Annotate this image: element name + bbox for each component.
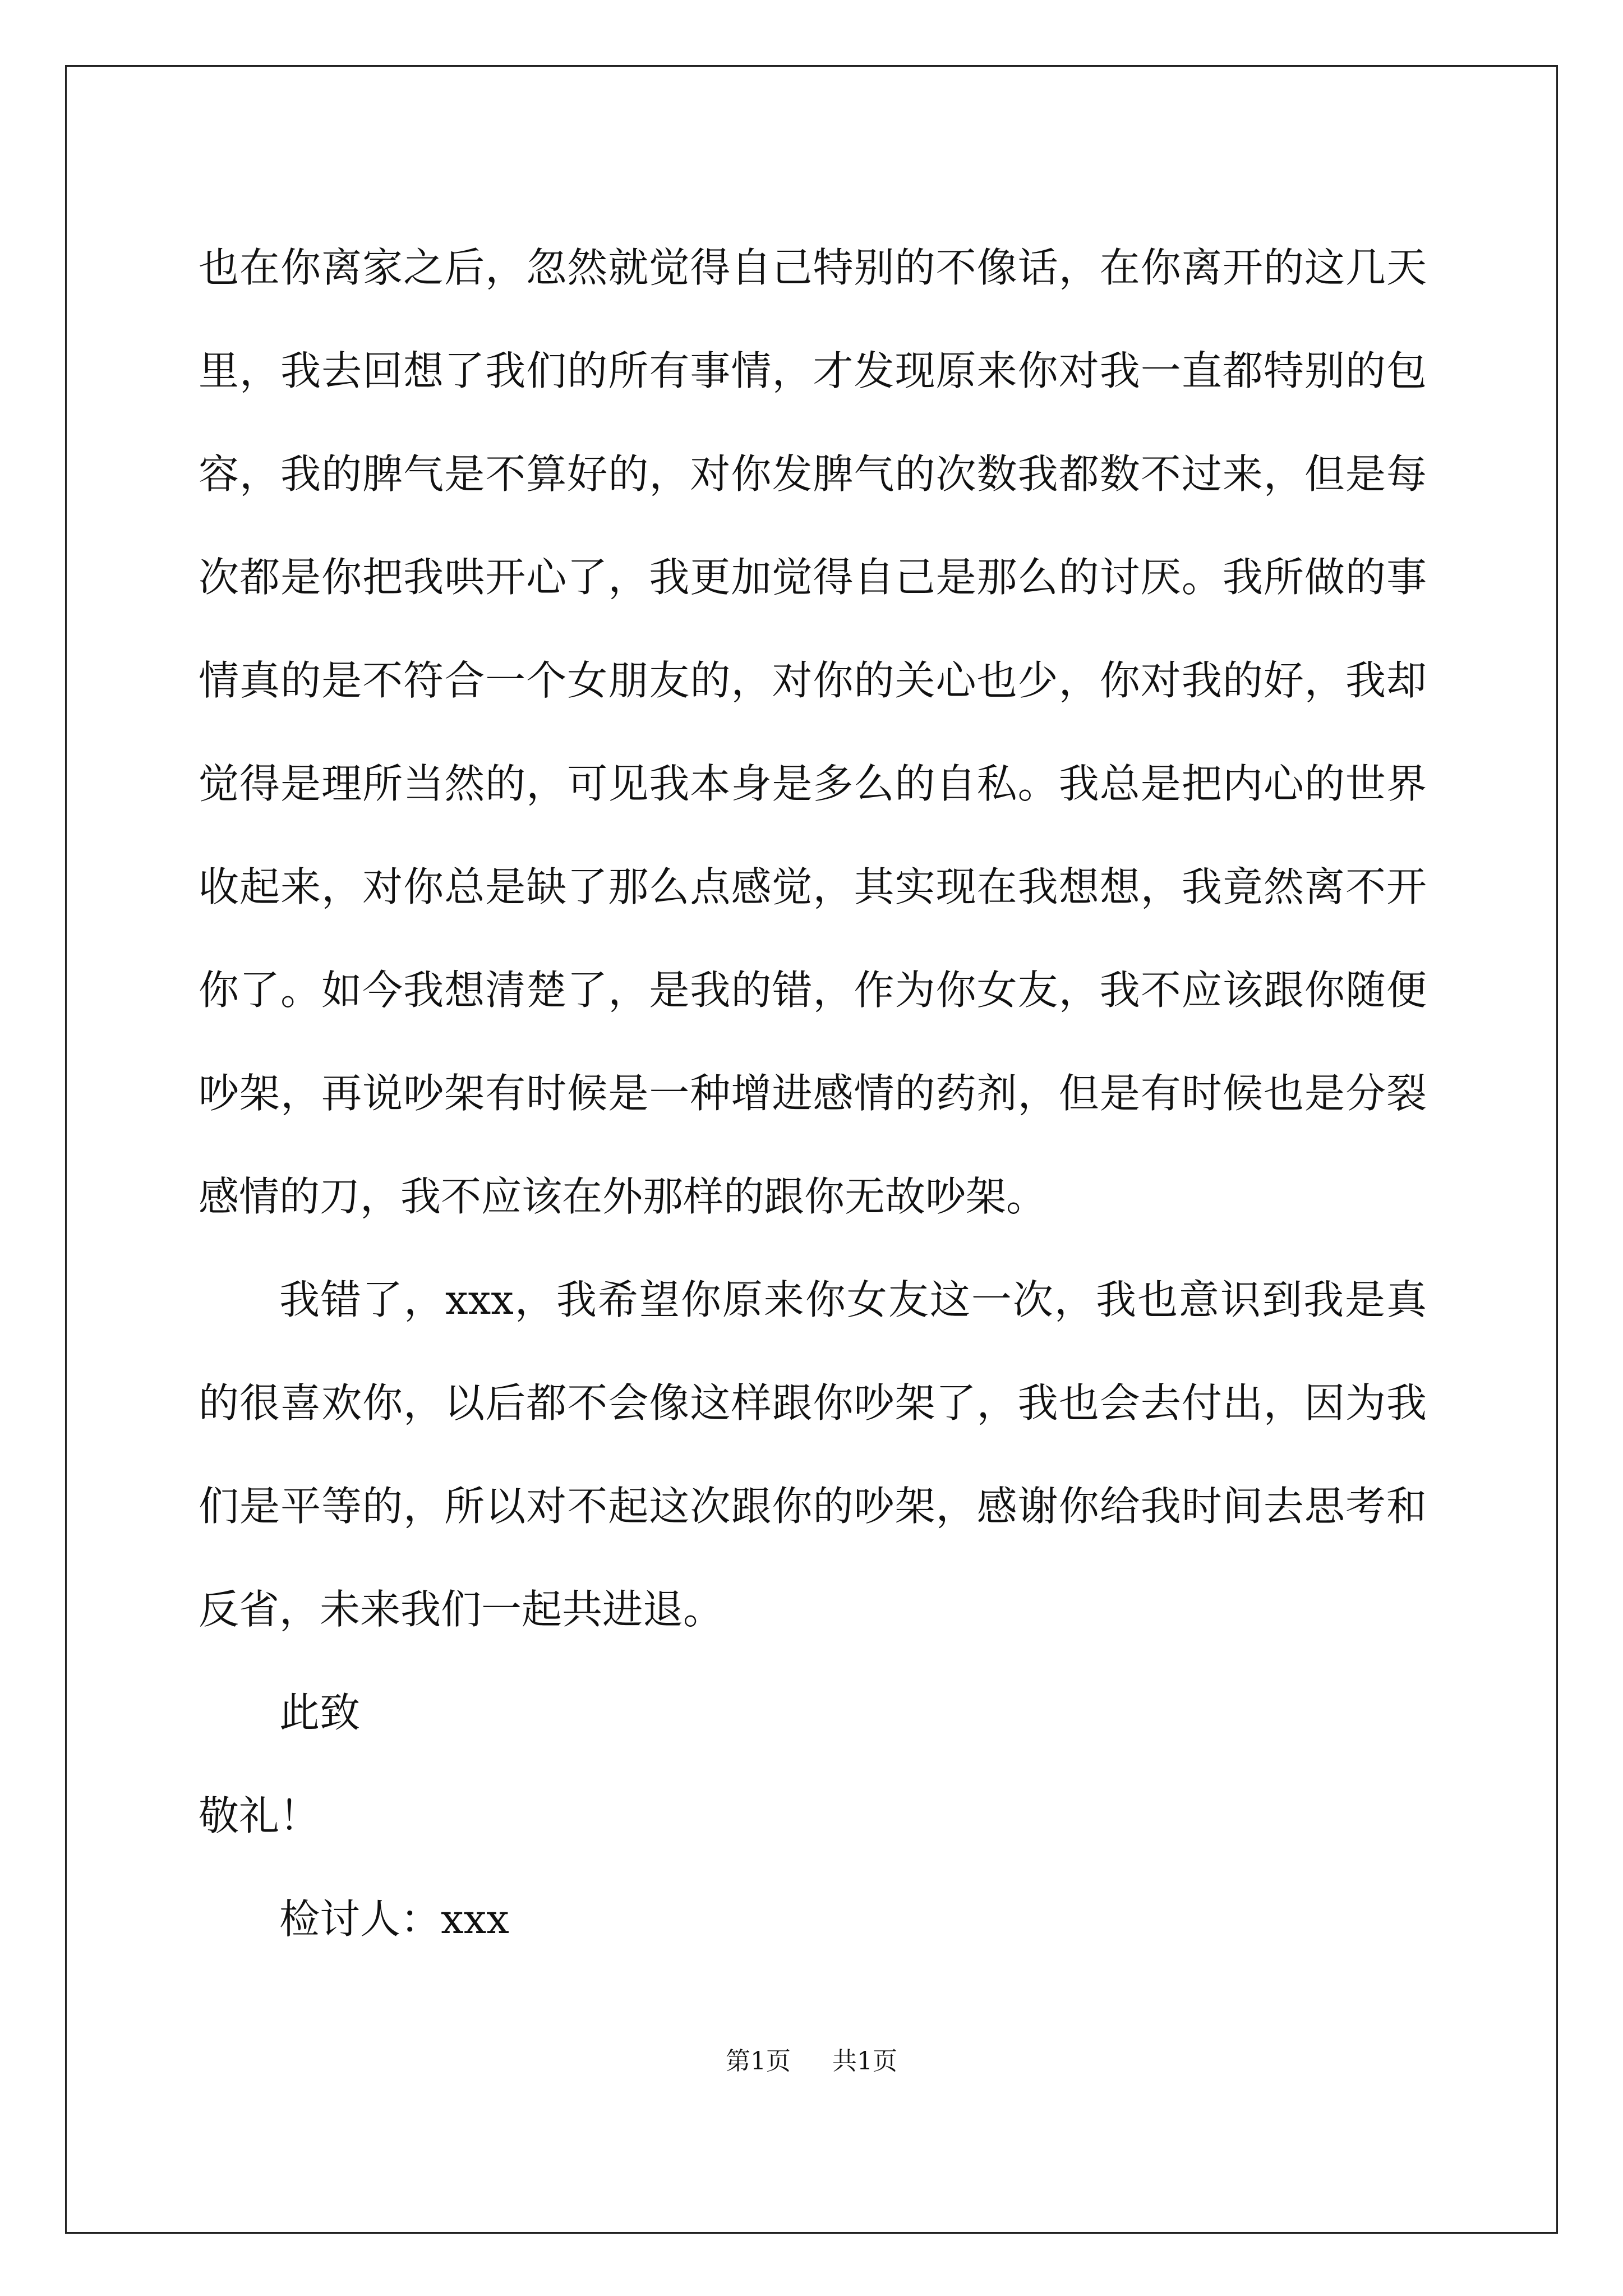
closing-salutation: 此致 <box>279 1689 361 1736</box>
signature-line: 检讨人：xxx <box>279 1895 509 1943</box>
paragraph-1: 也在你离家之后，忽然就觉得自己特别的不像话，在你离开的这几天里，我去回想了我们的所有事情，才发现原来你对我一直都特别的包容，我的脾气是不算好的，对你发脾气的次数我都数不过来，但是每次都是你把我哄开心了，我更加觉得自己是那么的讨厌。我所做的事情真的是不符合一个女朋友的，对你的关心也少，你对我的好，我却觉得是理所当然的，可见我本身是多么的自私。我总是把内心的世界收起来，对你总是缺了那么点感觉，其实现在我想想，我竟然离不开你了。如今我想清楚了，是我的错，作为你女友，我不应该跟你随便吵架，再说吵架有时候是一种增进感情的药剂，但是有时候也是分裂感情的刀，我不应该在外那样的跟你无故吵架。 <box>199 244 1427 1220</box>
page-total: 共1页 <box>832 2047 897 2076</box>
closing-regards: 敬礼！ <box>199 1792 320 1839</box>
paragraph-2: 我错了，xxx，我希望你原来你女友这一次，我也意识到我是真的很喜欢你，以后都不会像这样跟你吵架了，我也会去付出，因为我们是平等的，所以对不起这次跟你的吵架，感谢你给我时间去思考和反省，未来我们一起共进退。 <box>199 1276 1427 1633</box>
document-body <box>199 216 1427 1971</box>
page-footer <box>0 2041 1623 2077</box>
page-number: 第1页 <box>726 2047 791 2076</box>
